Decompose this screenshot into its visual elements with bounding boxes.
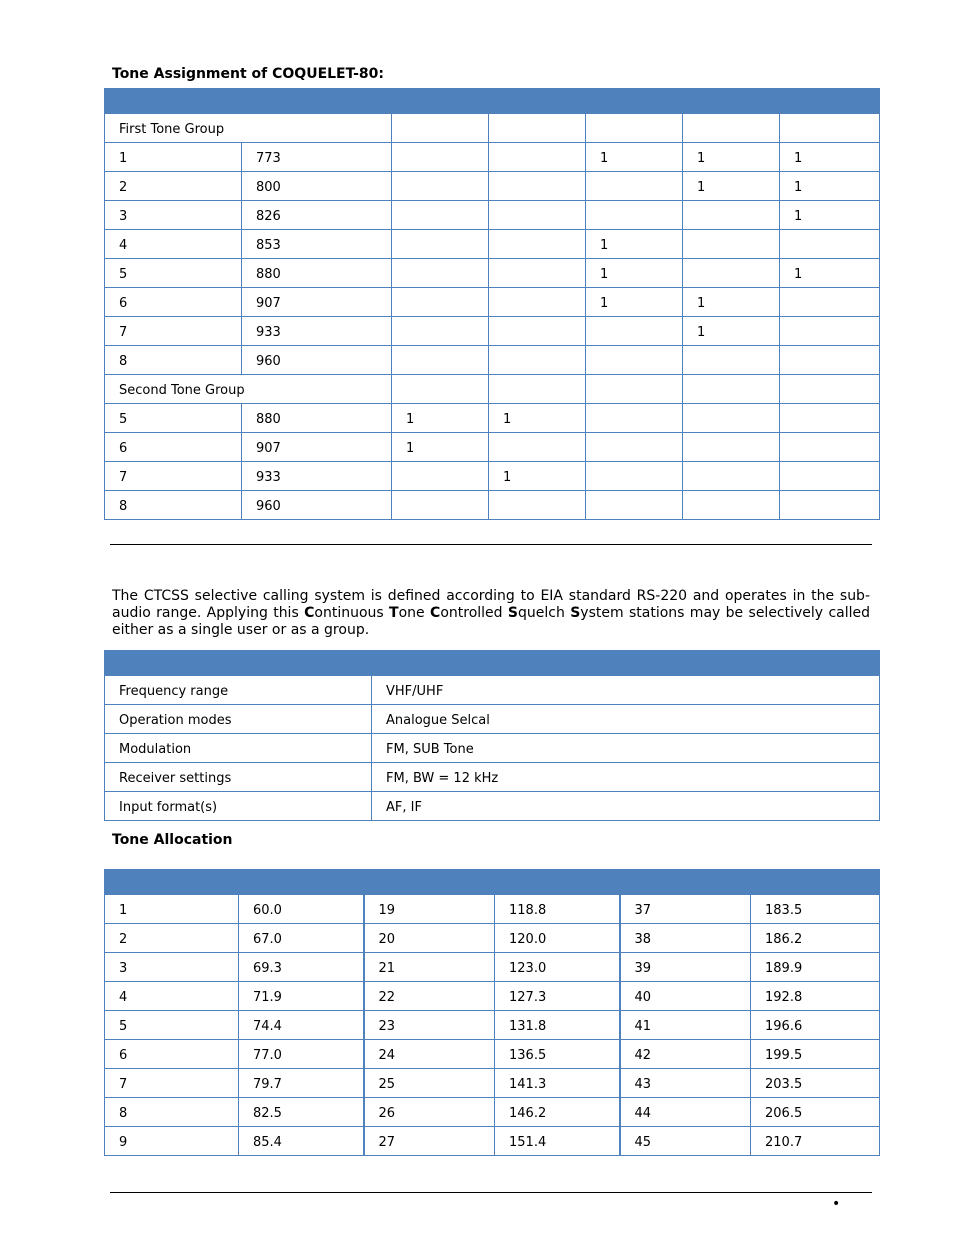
table-cell — [489, 230, 586, 259]
table-cell — [683, 433, 780, 462]
table-cell — [683, 346, 780, 375]
ctcss-parameters-table — [104, 650, 880, 821]
table-cell: 933 — [242, 462, 392, 491]
table-cell: 151.4 — [495, 1127, 620, 1156]
table-cell — [392, 259, 489, 288]
table-cell: Input format(s) — [105, 792, 372, 821]
table-cell: 7 — [105, 317, 242, 346]
table-cell: 85.4 — [239, 1127, 364, 1156]
table-header-row — [105, 651, 880, 676]
table-row — [105, 317, 880, 346]
table-cell: 41 — [620, 1011, 751, 1040]
table-cell — [489, 346, 586, 375]
table-row — [105, 288, 880, 317]
table-cell — [489, 433, 586, 462]
table-cell — [586, 462, 683, 491]
table-cell: 6 — [105, 433, 242, 462]
table-cell — [683, 259, 780, 288]
table-cell: 199.5 — [751, 1040, 880, 1069]
table-cell — [683, 230, 780, 259]
table-cell — [392, 288, 489, 317]
table-cell: Modulation — [105, 734, 372, 763]
table-cell: 22 — [364, 982, 495, 1011]
table-cell — [780, 491, 880, 520]
table-cell — [780, 404, 880, 433]
table-cell: 186.2 — [751, 924, 880, 953]
table-cell — [392, 346, 489, 375]
table-cell: 5 — [105, 404, 242, 433]
table-cell: Frequency range — [105, 676, 372, 705]
table-cell — [586, 491, 683, 520]
table-cell: 1 — [586, 143, 683, 172]
table-cell: 23 — [364, 1011, 495, 1040]
table-cell: 203.5 — [751, 1069, 880, 1098]
table-row — [105, 375, 880, 404]
table-cell: 3 — [105, 201, 242, 230]
footer-divider — [110, 1192, 872, 1193]
table-row — [105, 1011, 880, 1040]
table-cell: 45 — [620, 1127, 751, 1156]
table-cell: 6 — [105, 1040, 239, 1069]
table-cell: 1 — [105, 895, 239, 924]
table-cell — [780, 433, 880, 462]
table-cell: 127.3 — [495, 982, 620, 1011]
table-cell — [683, 491, 780, 520]
table-cell: 8 — [105, 1098, 239, 1127]
table-cell — [392, 230, 489, 259]
table-cell: 20 — [364, 924, 495, 953]
table-cell: 4 — [105, 230, 242, 259]
table-cell: 136.5 — [495, 1040, 620, 1069]
table-cell — [780, 462, 880, 491]
table-cell — [392, 201, 489, 230]
table-row — [105, 201, 880, 230]
table-cell: 7 — [105, 1069, 239, 1098]
table-row — [105, 763, 880, 792]
table-cell: Receiver settings — [105, 763, 372, 792]
table-cell — [392, 172, 489, 201]
table-cell: 1 — [780, 143, 880, 172]
table-row — [105, 404, 880, 433]
table-cell: 1 — [683, 317, 780, 346]
table-cell — [683, 114, 780, 143]
table-cell: 67.0 — [239, 924, 364, 953]
table-cell: 24 — [364, 1040, 495, 1069]
table-cell: 853 — [242, 230, 392, 259]
table-cell: 40 — [620, 982, 751, 1011]
table-cell: 1 — [683, 143, 780, 172]
table-cell — [780, 317, 880, 346]
table-row — [105, 1069, 880, 1098]
table-cell: 27 — [364, 1127, 495, 1156]
table-cell: 146.2 — [495, 1098, 620, 1127]
table-cell: 1 — [586, 230, 683, 259]
table-cell: 8 — [105, 346, 242, 375]
table-cell — [489, 143, 586, 172]
table-cell: 960 — [242, 491, 392, 520]
table-cell: 79.7 — [239, 1069, 364, 1098]
table-cell: 880 — [242, 404, 392, 433]
table-cell: 42 — [620, 1040, 751, 1069]
table-row — [105, 895, 880, 924]
table-row — [105, 1127, 880, 1156]
table-cell: 8 — [105, 491, 242, 520]
table-cell: 189.9 — [751, 953, 880, 982]
table-cell: First Tone Group — [105, 114, 392, 143]
table-cell — [586, 375, 683, 404]
table-cell: 4 — [105, 982, 239, 1011]
table-cell: Operation modes — [105, 705, 372, 734]
table-cell: 74.4 — [239, 1011, 364, 1040]
table-cell: 2 — [105, 924, 239, 953]
table-cell — [586, 346, 683, 375]
table-cell: 3 — [105, 953, 239, 982]
table-cell: 933 — [242, 317, 392, 346]
table-cell — [392, 491, 489, 520]
table-cell: 131.8 — [495, 1011, 620, 1040]
table-cell — [586, 317, 683, 346]
table-cell: 77.0 — [239, 1040, 364, 1069]
table-cell — [683, 404, 780, 433]
table-cell: 1 — [489, 404, 586, 433]
table-cell: 21 — [364, 953, 495, 982]
table-cell: 907 — [242, 433, 392, 462]
table-cell: 907 — [242, 288, 392, 317]
table-cell: 69.3 — [239, 953, 364, 982]
table-row — [105, 953, 880, 982]
table-cell: 71.9 — [239, 982, 364, 1011]
table-cell: 120.0 — [495, 924, 620, 953]
table-cell: 1 — [489, 462, 586, 491]
tone-assignment-table — [104, 88, 880, 520]
table-cell — [489, 201, 586, 230]
table-cell — [489, 491, 586, 520]
table-cell: FM, BW = 12 kHz — [372, 763, 880, 792]
table-cell: 19 — [364, 895, 495, 924]
table-row — [105, 1040, 880, 1069]
footer-bullet: • — [832, 1196, 841, 1212]
table-row — [105, 114, 880, 143]
table-cell: 9 — [105, 1127, 239, 1156]
table-row — [105, 230, 880, 259]
table-cell — [489, 317, 586, 346]
table-cell: 44 — [620, 1098, 751, 1127]
table-row — [105, 734, 880, 763]
table-row — [105, 172, 880, 201]
table-cell: 880 — [242, 259, 392, 288]
table-cell: 206.5 — [751, 1098, 880, 1127]
table-row — [105, 346, 880, 375]
table-cell — [586, 201, 683, 230]
table-cell — [489, 375, 586, 404]
table-cell: 183.5 — [751, 895, 880, 924]
table-cell: 1 — [780, 259, 880, 288]
table-cell — [586, 433, 683, 462]
table-row — [105, 462, 880, 491]
table-cell: 192.8 — [751, 982, 880, 1011]
table-cell — [489, 288, 586, 317]
table-cell: 1 — [105, 143, 242, 172]
table-cell — [683, 462, 780, 491]
table-row — [105, 982, 880, 1011]
table-cell — [586, 114, 683, 143]
table-cell: 1 — [780, 172, 880, 201]
table-cell — [586, 404, 683, 433]
table-cell: 1 — [392, 433, 489, 462]
table-row — [105, 143, 880, 172]
table-header-row — [105, 89, 880, 114]
table-cell: 123.0 — [495, 953, 620, 982]
table-cell: 826 — [242, 201, 392, 230]
table-cell: 210.7 — [751, 1127, 880, 1156]
table-cell: 26 — [364, 1098, 495, 1127]
table-cell: 82.5 — [239, 1098, 364, 1127]
tone-allocation-title: Tone Allocation — [112, 832, 233, 848]
table-cell — [489, 172, 586, 201]
table-cell: 2 — [105, 172, 242, 201]
tone-assignment-title: Tone Assignment of COQUELET-80: — [112, 66, 385, 82]
table-cell: 1 — [586, 259, 683, 288]
table-cell — [683, 375, 780, 404]
table-row — [105, 433, 880, 462]
table-cell: 5 — [105, 1011, 239, 1040]
table-row — [105, 705, 880, 734]
table-cell — [780, 346, 880, 375]
table-cell: 25 — [364, 1069, 495, 1098]
table-cell — [780, 230, 880, 259]
table-cell — [392, 317, 489, 346]
table-cell: 960 — [242, 346, 392, 375]
table-cell: 196.6 — [751, 1011, 880, 1040]
table-cell — [780, 114, 880, 143]
table-cell: 118.8 — [495, 895, 620, 924]
table-cell — [392, 114, 489, 143]
table-row — [105, 676, 880, 705]
table-row — [105, 1098, 880, 1127]
tone-allocation-table — [104, 869, 880, 1156]
table-cell: VHF/UHF — [372, 676, 880, 705]
table-cell: 37 — [620, 895, 751, 924]
table-cell: 39 — [620, 953, 751, 982]
table-cell: 1 — [586, 288, 683, 317]
table-cell: 43 — [620, 1069, 751, 1098]
table-cell — [780, 288, 880, 317]
table-cell: 1 — [683, 172, 780, 201]
table-row — [105, 924, 880, 953]
table-cell — [392, 375, 489, 404]
table-cell — [489, 259, 586, 288]
table-header-row — [105, 870, 880, 895]
ctcss-description: The CTCSS selective calling system is defined according to EIA standard RS-220 and operates in the sub-audio range. Applying this Continuous Tone Controlled Squelch System stations may be selectively called either as a single user or as a group. — [112, 588, 870, 638]
table-cell: 6 — [105, 288, 242, 317]
table-cell: 800 — [242, 172, 392, 201]
table-cell: 773 — [242, 143, 392, 172]
table-row — [105, 259, 880, 288]
table-row — [105, 792, 880, 821]
table-cell — [586, 172, 683, 201]
table-cell: 141.3 — [495, 1069, 620, 1098]
table-cell: 7 — [105, 462, 242, 491]
table-cell: Second Tone Group — [105, 375, 392, 404]
table-cell: 5 — [105, 259, 242, 288]
section-divider — [110, 544, 872, 545]
table-cell — [392, 462, 489, 491]
table-cell — [392, 143, 489, 172]
table-cell: FM, SUB Tone — [372, 734, 880, 763]
table-cell: 1 — [780, 201, 880, 230]
table-cell — [683, 201, 780, 230]
table-cell — [780, 375, 880, 404]
table-cell: 60.0 — [239, 895, 364, 924]
table-cell — [489, 114, 586, 143]
table-cell: AF, IF — [372, 792, 880, 821]
table-cell: 38 — [620, 924, 751, 953]
table-cell: 1 — [392, 404, 489, 433]
table-cell: 1 — [683, 288, 780, 317]
table-cell: Analogue Selcal — [372, 705, 880, 734]
table-row — [105, 491, 880, 520]
